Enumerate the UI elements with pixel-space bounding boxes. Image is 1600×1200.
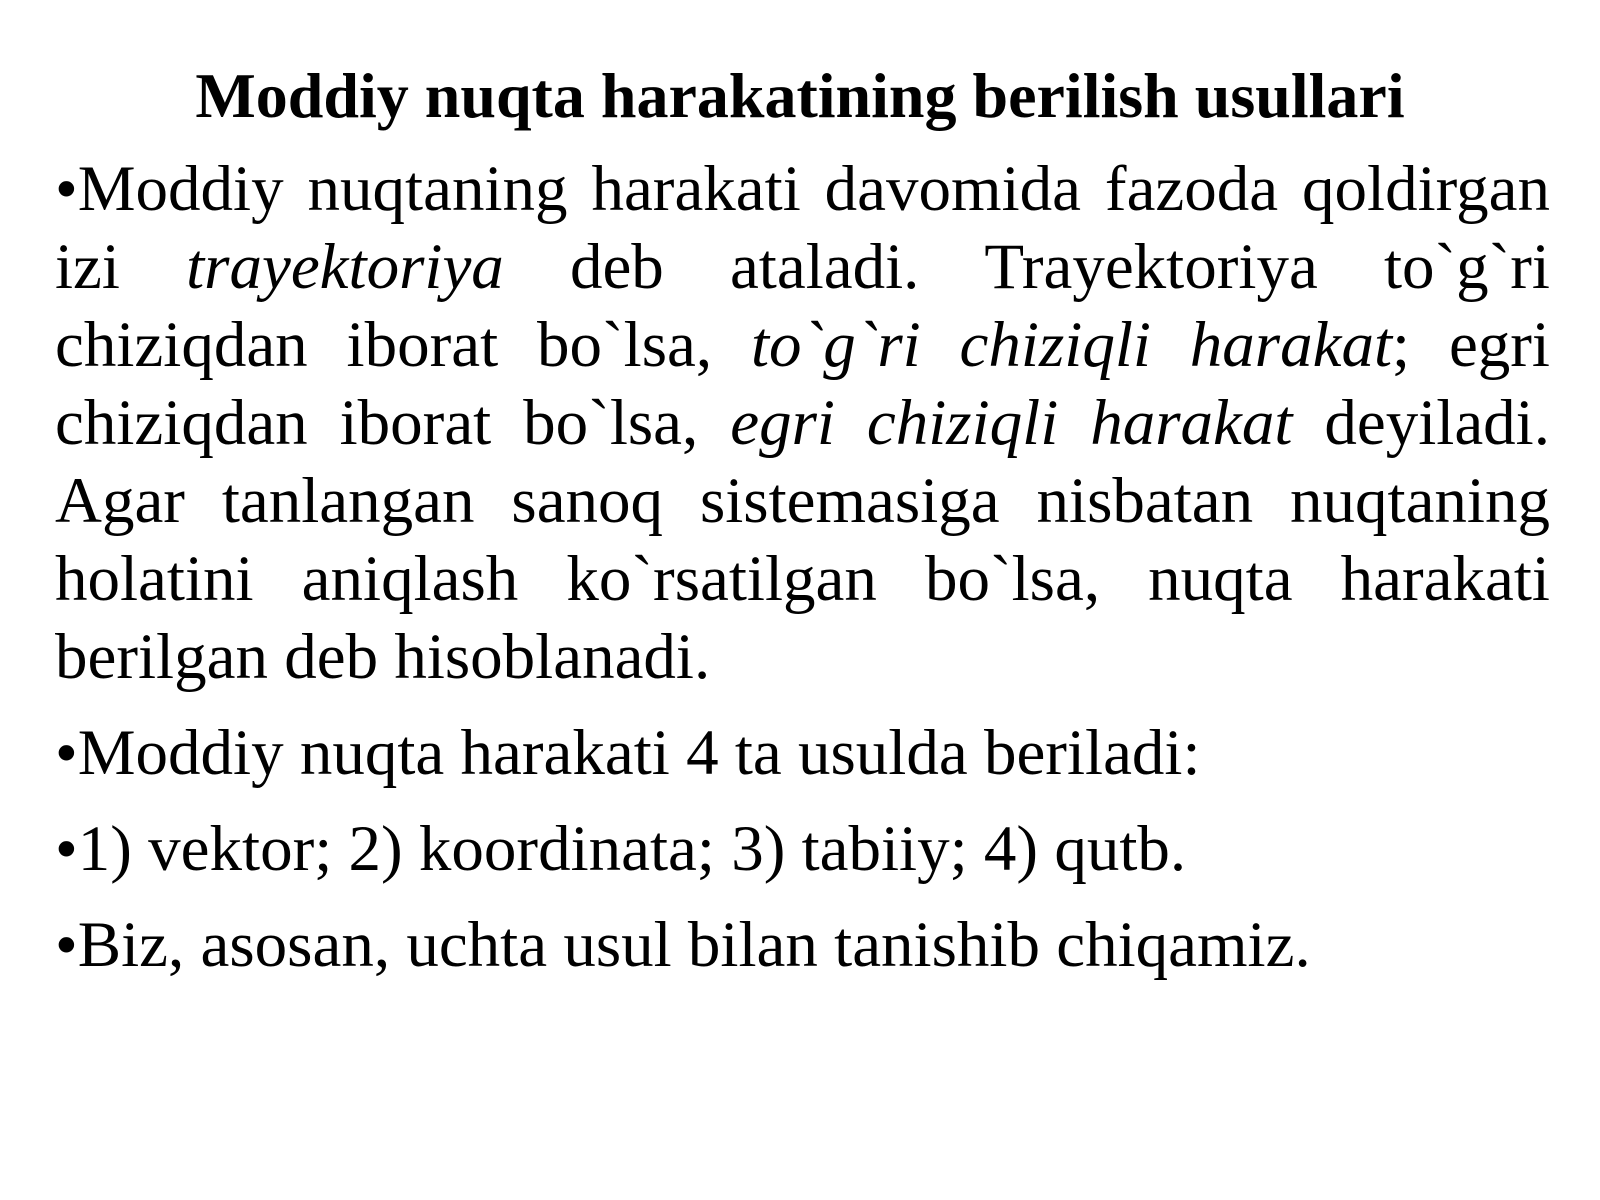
slide-body — [55, 150, 1550, 984]
bullet-paragraph-closing — [55, 906, 1550, 984]
term-curvilinear-motion: egri chiziqli harakat — [730, 387, 1293, 459]
definition-text-2: deb ataladi. Trayektoriya to`g`ri chiziqdan iborat bo`lsa, — [55, 231, 1550, 381]
term-rectilinear-motion: to`g`ri chiziqli harakat — [750, 309, 1393, 381]
methods-list-text: 1) vektor; 2) koordinata; 3) tabiiy; 4) qutb. — [77, 813, 1187, 885]
definition-text-4: deyiladi. Agar tanlangan sanoq sistemasiga nisbatan nuqtaning holatini aniqlash ko`rsatilgan bo`lsa, nuqta harakati berilgan deb hisoblanadi. — [55, 387, 1550, 693]
methods-count-text: Moddiy nuqta harakati 4 ta usulda beriladi: — [77, 717, 1201, 789]
term-trajectory: trayektoriya — [186, 231, 504, 303]
bullet-paragraph-methods-count — [55, 714, 1550, 792]
definition-text-1: Moddiy nuqtaning harakati davomida fazoda qoldirgan izi — [55, 153, 1550, 303]
definition-text-3: ; egri chiziqdan iborat bo`lsa, — [55, 309, 1550, 459]
bullet-marker: • — [55, 909, 78, 981]
bullet-marker: • — [55, 717, 78, 789]
closing-text: Biz, asosan, uchta usul bilan tanishib chiqamiz. — [77, 909, 1311, 981]
bullet-paragraph-methods-list — [55, 810, 1550, 888]
slide-title: Moddiy nuqta harakatining berilish usullari — [195, 60, 1405, 131]
bullet-marker: • — [55, 813, 78, 885]
bullet-marker: • — [55, 153, 78, 225]
bullet-paragraph-definition — [55, 150, 1550, 696]
